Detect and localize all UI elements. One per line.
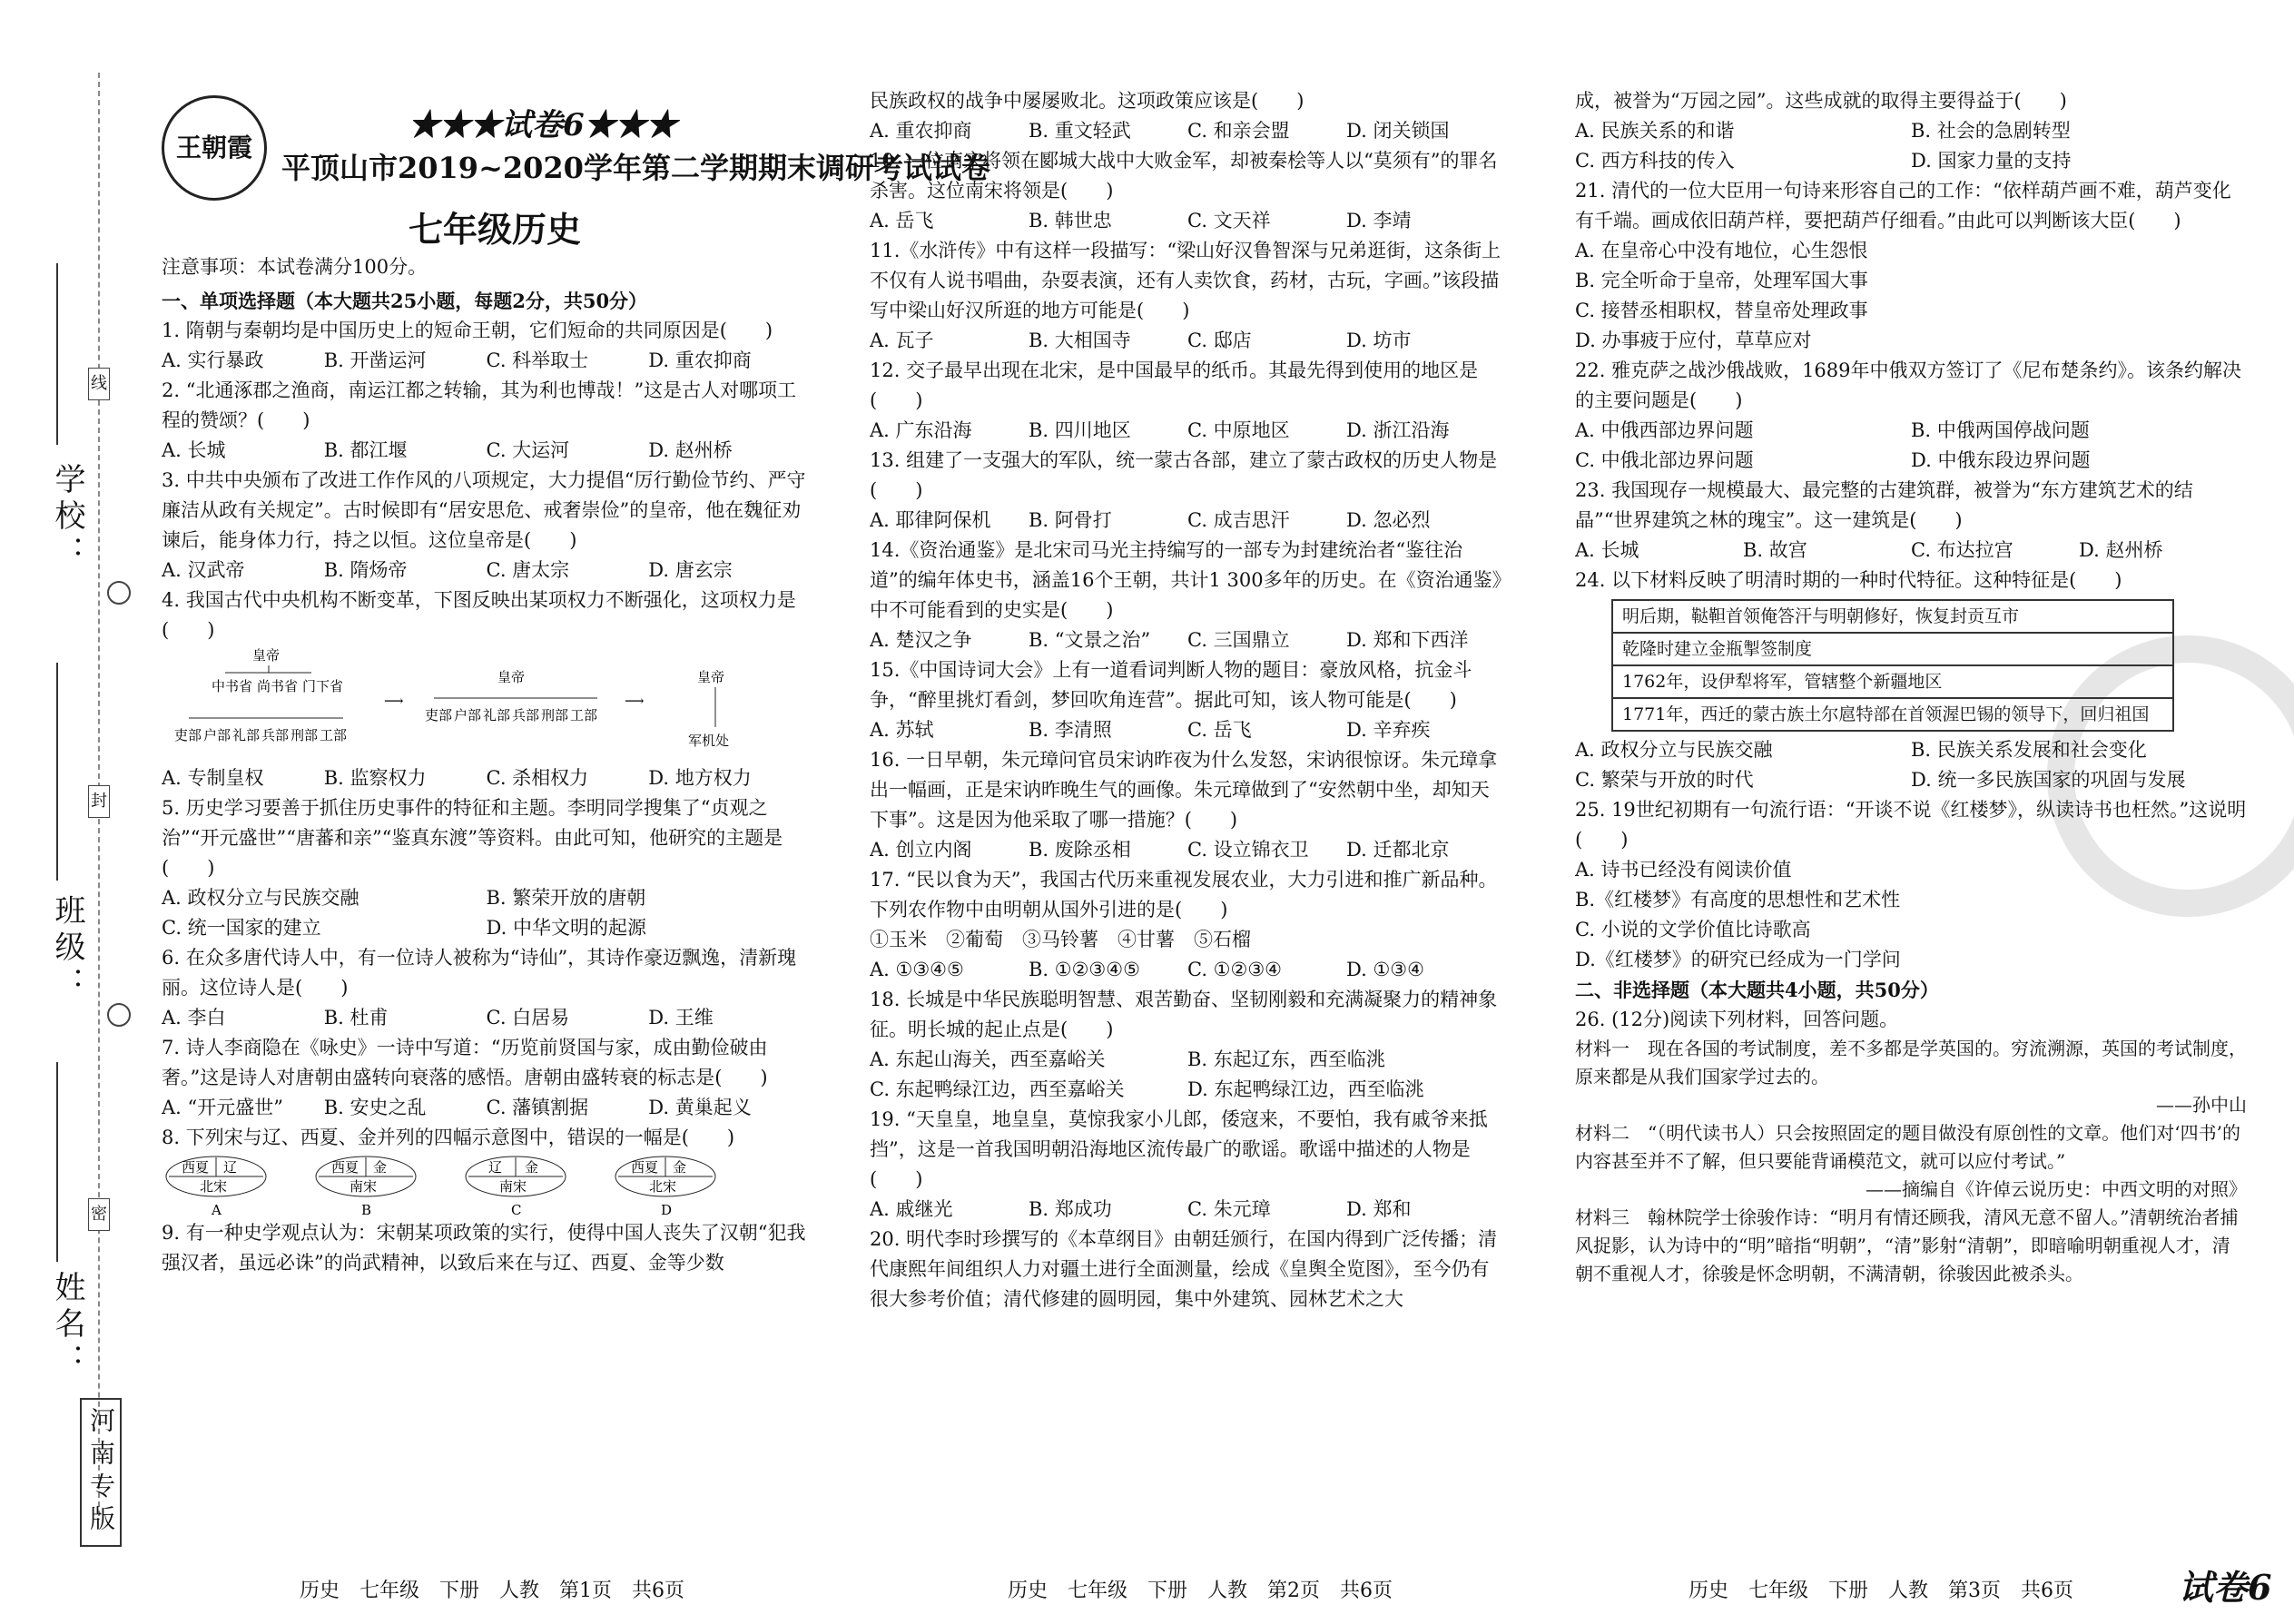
question-25: 25. 19世纪初期有一句流行语：“开谈不说《红楼梦》，纵读诗书也枉然。”这说明( ) bbox=[1575, 799, 2247, 851]
column-1 bbox=[162, 286, 811, 1561]
svg-text:北宋: 北宋 bbox=[649, 1178, 677, 1195]
exam-note: 注意事项：本试卷满分100分。 bbox=[162, 256, 428, 278]
diagram-label: 礼部 bbox=[483, 707, 511, 723]
binding-hole bbox=[107, 581, 131, 605]
table-row: 1771年，西迁的蒙古族土尔扈特部在首领渥巴锡的领导下，回归祖国 bbox=[1612, 698, 2173, 731]
map-option-d bbox=[615, 1156, 715, 1218]
option: A. 诗书已经没有阅读价值 bbox=[1575, 859, 1792, 881]
question-3: 3. 中共中央颁布了改进工作作风的八项规定，大力提倡“厉行勤俭节约、严守廉洁从政有关规定”。古时候即有“居安思危、戒奢崇俭”的皇帝，他在魏征劝谏后，能身体力行，持之以恒。这位皇帝是( ) bbox=[162, 469, 806, 551]
option: B. 完全听命于皇帝，处理军国大事 bbox=[1575, 270, 1868, 291]
column-3 bbox=[1575, 86, 2247, 1561]
school-field[interactable] bbox=[56, 263, 58, 445]
options-7: A. “开元盛世” B. 安史之乱 C. 藩镇割据 D. 黄巢起义 bbox=[162, 1097, 752, 1118]
class-label: 班级： bbox=[49, 894, 85, 1003]
material-source: ——孙中山 bbox=[2156, 1094, 2247, 1116]
binding-hole bbox=[107, 1003, 131, 1027]
diagram-label: 礼部 bbox=[232, 727, 261, 743]
question-2: 2. “北通涿郡之渔商，南运江都之转输，其为利也博哉！”这是古人对哪项工程的赞颂？( ) bbox=[162, 379, 797, 431]
binding-strip bbox=[0, 0, 150, 1624]
school-label: 学校： bbox=[49, 463, 85, 572]
question-26: 26. (12分)阅读下列材料，回答问题。 bbox=[1575, 1009, 1899, 1030]
diagram-label: 工部 bbox=[570, 707, 598, 723]
options-11: A. 瓦子 B. 大相国寺 C. 邸店 D. 坊市 bbox=[870, 330, 1412, 351]
diagram-label: 兵部 bbox=[261, 727, 290, 743]
crop-list: ①玉米 ②葡萄 ③马铃薯 ④甘薯 ⑤石榴 bbox=[870, 929, 1251, 950]
options-22: A. 中俄西部边界问题 B. 中俄两国停战问题 bbox=[1575, 419, 2090, 441]
page-footer: 历史 七年级 下册 人教 第1页 共6页 bbox=[300, 1580, 684, 1602]
options-6: A. 李白 B. 杜甫 C. 白居易 D. 王维 bbox=[162, 1007, 714, 1029]
svg-text:西夏: 西夏 bbox=[182, 1159, 210, 1176]
svg-text:C: C bbox=[511, 1202, 522, 1218]
diagram-label: 军机处 bbox=[688, 733, 730, 749]
question-9-cont: 民族政权的战争中屡屡败北。这项政策应该是( ) bbox=[870, 90, 1305, 112]
question-17: 17. “民以食为天”，我国古代历来重视发展农业，大力引进和推广新品种。下列农作物中由明朝从国外引进的是( ) bbox=[870, 869, 1498, 920]
name-field[interactable] bbox=[56, 1062, 58, 1262]
options-15: A. 苏轼 B. 李清照 C. 岳飞 D. 辛弃疾 bbox=[870, 719, 1431, 741]
diagram-label: 吏部 bbox=[174, 727, 202, 743]
question-22: 22. 雅克萨之战沙俄战败，1689年中俄双方签订了《尼布楚条约》。该条约解决的主要问题是( ) bbox=[1575, 359, 2242, 411]
question-24: 24. 以下材料反映了明清时期的一种时代特征。这种特征是( ) bbox=[1575, 569, 2122, 591]
svg-text:南宋: 南宋 bbox=[350, 1178, 378, 1195]
options-22: C. 中俄北部边界问题 D. 中俄东段边界问题 bbox=[1575, 449, 2091, 471]
province-badge: 河南专版 bbox=[80, 1398, 122, 1547]
diagram-label: 中书省 bbox=[212, 678, 253, 694]
svg-text:金: 金 bbox=[525, 1159, 539, 1176]
question-8: 8. 下列宋与辽、西夏、金并列的四幅示意图中，错误的一幅是( ) bbox=[162, 1127, 735, 1148]
paper-title: 平顶山市2019~2020学年第二学期期末调研考试试卷 bbox=[281, 151, 990, 185]
options-4: A. 专制皇权 B. 监察权力 C. 杀相权力 D. 地方权力 bbox=[162, 767, 752, 789]
table-row: 1762年，设伊犁将军，管辖整个新疆地区 bbox=[1612, 665, 2173, 698]
svg-text:辽: 辽 bbox=[223, 1159, 238, 1176]
class-field[interactable] bbox=[56, 663, 58, 881]
diagram-label: 工部 bbox=[320, 727, 348, 743]
subject-title: 七年级历史 bbox=[409, 209, 582, 250]
section-heading: 一、单项选择题（本大题共25小题，每题2分，共50分） bbox=[162, 290, 648, 312]
song-map-diagrams bbox=[162, 1153, 797, 1218]
option: B.《红楼梦》有高度的思想性和艺术性 bbox=[1575, 889, 1901, 910]
question-12: 12. 交子最早出现在北宋，是中国最早的纸币。其最先得到使用的地区是( ) bbox=[870, 359, 1479, 411]
svg-text:⟶: ⟶ bbox=[384, 693, 404, 709]
question-10: 10. 一位南宋将领在郾城大战中大败金军，却被秦桧等人以“莫须有”的罪名杀害。这位南宋将领是( ) bbox=[870, 150, 1498, 202]
question-15: 15.《中国诗词大会》上有一道看词判断人物的题目：豪放风格，抗金斗争，“醉里挑灯看剑，梦回吹角连营”。据此可知，该人物可能是( ) bbox=[870, 659, 1472, 711]
map-option-a bbox=[166, 1156, 266, 1218]
options-2: A. 长城 B. 都江堰 C. 大运河 D. 赵州桥 bbox=[162, 439, 733, 461]
table-row: 明后期，鞑靼首领俺答汗与明朝修好，恢复封贡互市 bbox=[1612, 600, 2173, 633]
diagram-label: 刑部 bbox=[541, 707, 569, 723]
question-16: 16. 一日早朝，朱元璋问官员宋讷昨夜为什么发怒，宋讷很惊讶。朱元璋拿出一幅画，正是宋讷昨晚生气的画像。朱元璋做到了“安然朝中坐，却知天下事”。这是因为他采取了哪一措施？( ) bbox=[870, 749, 1498, 831]
diagram-label: 兵部 bbox=[512, 707, 540, 723]
diagram-label: 户部 bbox=[454, 707, 482, 723]
option: A. 在皇帝心中没有地位，心生怨恨 bbox=[1575, 240, 1868, 261]
svg-text:北宋: 北宋 bbox=[200, 1178, 228, 1195]
diagram-label: 尚书省 bbox=[257, 678, 299, 694]
question-14: 14.《资治通鉴》是北宋司马光主持编写的一部专为封建统治者“鉴往治道”的编年体史书，涵盖16个王朝，共计1 300多年的历史。在《资治通鉴》中不可能看到的史实是( ) bbox=[870, 539, 1502, 621]
options-3: A. 汉武帝 B. 隋炀帝 C. 唐太宗 D. 唐玄宗 bbox=[162, 559, 733, 581]
svg-text:辽: 辽 bbox=[488, 1159, 503, 1176]
question-20-cont: 成，被誉为“万园之园”。这些成就的取得主要得益于( ) bbox=[1575, 90, 2067, 112]
seal-mark: 封 bbox=[88, 785, 110, 818]
options-14: A. 楚汉之争 B. “文景之治” C. 三国鼎立 D. 郑和下西洋 bbox=[870, 629, 1469, 651]
question-11: 11.《水浒传》中有这样一段描写：“梁山好汉鲁智深与兄弟逛街，这条街上不仅有人说书唱曲，杂耍表演，还有人卖饮食，药材，古玩，字画。”该段描写中梁山好汉所逛的地方可能是( ) bbox=[870, 240, 1501, 321]
diagram-label: 户部 bbox=[203, 727, 231, 743]
svg-text:西夏: 西夏 bbox=[331, 1159, 359, 1176]
svg-text:A: A bbox=[212, 1202, 222, 1218]
options-20: A. 民族关系的和谐 B. 社会的急剧转型 bbox=[1575, 120, 2071, 142]
svg-text:金: 金 bbox=[373, 1159, 388, 1176]
options-18: C. 东起鸭绿江边，西至嘉峪关 D. 东起鸭绿江边，西至临洮 bbox=[870, 1078, 1424, 1100]
material-1: 材料一 现在各国的考试制度，差不多都是学英国的。穷流溯源，英国的考试制度，原来都是从我们国家学过去的。 bbox=[1575, 1038, 2247, 1088]
svg-text:南宋: 南宋 bbox=[499, 1178, 527, 1195]
paper-tag: ★★★试卷6★★★ bbox=[409, 107, 677, 143]
option: D.《红楼梦》的研究已经成为一门学问 bbox=[1575, 949, 1901, 970]
material-3: 材料三 翰林院学士徐骏作诗：“明月有情还顾我，清风无意不留人。”清朝统治者捕风捉影，认为诗中的“明”暗指“明朝”，“清”影射“清朝”，即暗喻明朝重视人才，清朝不重视人才，徐骏是怀念明朝，不满清朝，徐骏因此被杀头。 bbox=[1575, 1206, 2239, 1284]
svg-text:西夏: 西夏 bbox=[631, 1159, 659, 1176]
options-24: A. 政权分立与民族交融 B. 民族关系发展和社会变化 bbox=[1575, 739, 2147, 761]
options-1: A. 实行暴政 B. 开凿运河 C. 科举取士 D. 重农抑商 bbox=[162, 349, 752, 371]
question-6: 6. 在众多唐代诗人中，有一位诗人被称为“诗仙”，其诗作豪迈飘逸，清新瑰丽。这位诗人是( ) bbox=[162, 947, 797, 999]
question-20: 20. 明代李时珍撰写的《本草纲目》由朝廷颁行，在国内得到广泛传播；清代康熙年间组织人力对疆土进行全面测量，绘成《皇舆全览图》，至今仍有很大参考价值；清代修建的圆明园，集中外建筑、园林艺术之大 bbox=[870, 1228, 1498, 1310]
options-5: C. 统一国家的建立 D. 中华文明的起源 bbox=[162, 917, 646, 939]
material-table bbox=[1611, 599, 2174, 732]
page-footer: 历史 七年级 下册 人教 第2页 共6页 bbox=[1008, 1580, 1393, 1602]
question-4: 4. 我国古代中央机构不断变革，下图反映出某项权力不断强化，这项权力是( ) bbox=[162, 589, 796, 641]
diagram-label: 刑部 bbox=[290, 727, 319, 743]
question-1: 1. 隋朝与秦朝均是中国历史上的短命王朝，它们短命的共同原因是( ) bbox=[162, 320, 773, 341]
options-23: A. 长城 B. 故宫 C. 布达拉宫 D. 赵州桥 bbox=[1575, 539, 2163, 561]
question-21: 21. 清代的一位大臣用一句诗来形容自己的工作：“依样葫芦画不难，葫芦变化有千端。画成依旧葫芦样，要把葫芦仔细看。”由此可以判断该大臣( ) bbox=[1575, 180, 2231, 231]
svg-text:金: 金 bbox=[673, 1159, 687, 1176]
question-23: 23. 我国现存一规模最大、最完整的古建筑群，被誉为“东方建筑艺术的结晶”“世界建筑之林的瑰宝”。这一建筑是( ) bbox=[1575, 479, 2193, 531]
table-row: 乾隆时建立金瓶掣签制度 bbox=[1612, 633, 2173, 665]
diagram-label: 门下省 bbox=[302, 678, 344, 694]
question-18: 18. 长城是中华民族聪明智慧、艰苦勤奋、坚韧刚毅和充满凝聚力的精神象征。明长城的起止点是( ) bbox=[870, 989, 1498, 1040]
options-16: A. 创立内阁 B. 废除丞相 C. 设立锦衣卫 D. 迁都北京 bbox=[870, 839, 1450, 861]
options-19: A. 戚继光 B. 郑成功 C. 朱元璋 D. 郑和 bbox=[870, 1198, 1412, 1220]
option: C. 接替丞相职权，替皇帝处理政事 bbox=[1575, 300, 1868, 321]
diagram-label: 皇帝 bbox=[497, 669, 526, 685]
name-label: 姓名： bbox=[49, 1271, 85, 1380]
material-source: ——摘编自《许倬云说历史：中西文明的对照》 bbox=[1866, 1178, 2247, 1200]
svg-text:B: B bbox=[361, 1202, 372, 1218]
paper-number-badge: 试卷6 bbox=[2179, 1567, 2272, 1608]
options-5: A. 政权分立与民族交融 B. 繁荣开放的唐朝 bbox=[162, 887, 646, 909]
options-13: A. 耶律阿保机 B. 阿骨打 C. 成吉思汗 D. 忽必烈 bbox=[870, 509, 1431, 531]
material-2: 材料二 “（明代读书人）只会按照固定的题目做没有原创性的文章。他们对‘四书’的内容甚至并不了解，但只要能背诵模范文，就可以应付考试。” bbox=[1575, 1122, 2240, 1172]
options-12: A. 广东沿海 B. 四川地区 C. 中原地区 D. 浙江沿海 bbox=[870, 419, 1450, 441]
svg-text:⟶: ⟶ bbox=[625, 693, 645, 709]
svg-text:D: D bbox=[661, 1202, 673, 1218]
options-20: C. 西方科技的传入 D. 国家力量的支持 bbox=[1575, 150, 2072, 172]
question-7: 7. 诗人李商隐在《咏史》一诗中写道：“历览前贤国与家，成由勤俭破由奢。”这是诗人对唐朝由盛转向衰落的感悟。唐朝由盛转衰的标志是( ) bbox=[162, 1037, 768, 1088]
column-2 bbox=[870, 86, 1505, 1561]
map-option-c bbox=[466, 1156, 566, 1218]
option: C. 小说的文学价值比诗歌高 bbox=[1575, 919, 1811, 940]
options-9: A. 重农抑商 B. 重文轻武 C. 和亲会盟 D. 闭关锁国 bbox=[870, 120, 1450, 142]
options-18: A. 东起山海关，西至嘉峪关 B. 东起辽东，西至临洮 bbox=[870, 1048, 1385, 1070]
diagram-label: 皇帝 bbox=[252, 647, 281, 664]
central-government-diagram bbox=[162, 645, 797, 763]
options-17: A. ①③④⑤ B. ①②③④⑤ C. ①②③④ D. ①③④ bbox=[870, 959, 1424, 980]
seal-mark: 密 bbox=[88, 1198, 110, 1231]
options-10: A. 岳飞 B. 韩世忠 C. 文天祥 D. 李靖 bbox=[870, 210, 1412, 231]
option: D. 办事疲于应付，草草应对 bbox=[1575, 330, 1812, 351]
question-19: 19. “天皇皇，地皇皇，莫惊我家小儿郎，倭寇来，不要怕，我有戚爷来抵挡”，这是一首我国明朝沿海地区流传最广的歌谣。歌谣中描述的人物是( ) bbox=[870, 1108, 1488, 1190]
map-option-b bbox=[316, 1156, 416, 1218]
page-footer: 历史 七年级 下册 人教 第3页 共6页 bbox=[1689, 1580, 2073, 1602]
options-24: C. 繁荣与开放的时代 D. 统一多民族国家的巩固与发展 bbox=[1575, 769, 2186, 791]
publisher-logo: 王朝霞 bbox=[162, 95, 267, 201]
seal-mark: 线 bbox=[88, 368, 110, 400]
section-heading: 二、非选择题（本大题共4小题，共50分） bbox=[1575, 979, 1939, 1001]
question-5: 5. 历史学习要善于抓住历史事件的特征和主题。李明同学搜集了“贞观之治”“开元盛世”“唐蕃和亲”“鉴真东渡”等资料。由此可知，他研究的主题是( ) bbox=[162, 797, 783, 879]
question-13: 13. 组建了一支强大的军队，统一蒙古各部，建立了蒙古政权的历史人物是( ) bbox=[870, 449, 1498, 501]
diagram-label: 皇帝 bbox=[697, 669, 725, 685]
diagram-label: 吏部 bbox=[425, 707, 453, 723]
question-9: 9. 有一种史学观点认为：宋朝某项政策的实行，使得中国人丧失了汉朝“犯我强汉者，虽远必诛”的尚武精神，以致后来在与辽、西夏、金等少数 bbox=[162, 1222, 806, 1274]
